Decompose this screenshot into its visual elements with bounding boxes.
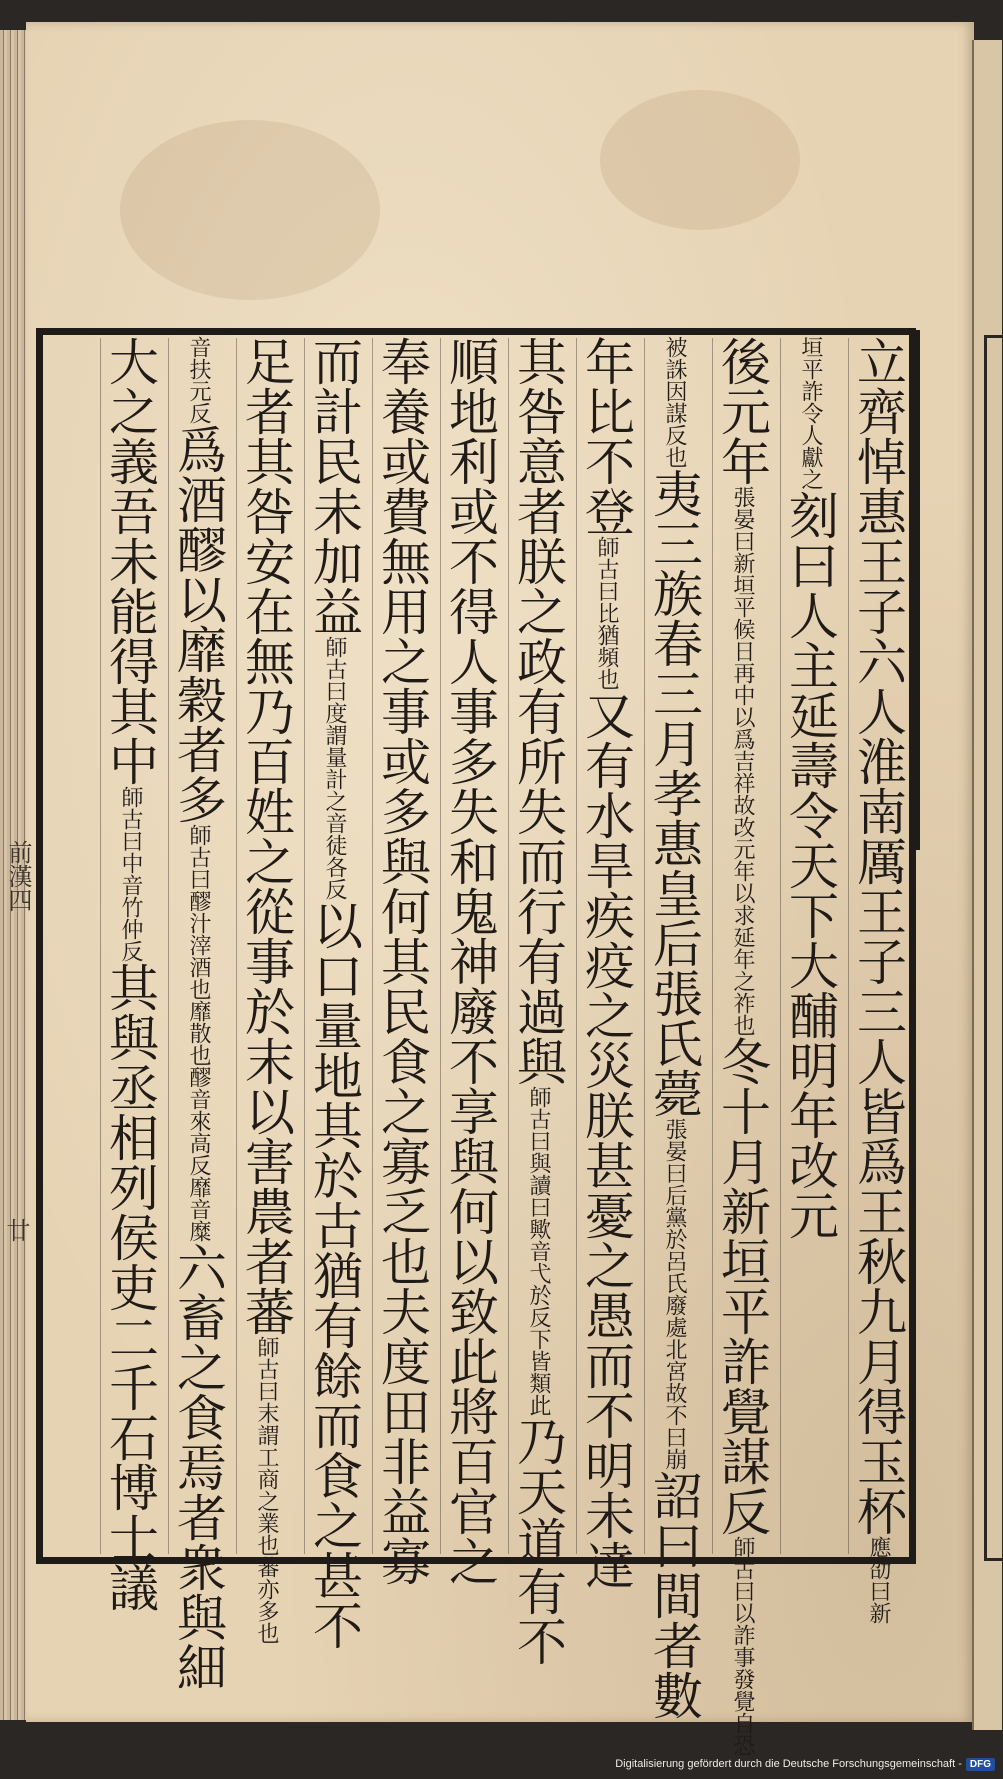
- annotation: 張晏曰后黨於呂氏廢處北宮故不曰崩: [662, 1118, 687, 1470]
- main-text: 詔曰間者數: [645, 1470, 703, 1720]
- annotation: 師古曰中音竹仲反: [118, 786, 143, 962]
- annotation: 師古曰醪汁滓酒也靡散也醪音來高反靡音糜: [186, 824, 211, 1242]
- banxin-title: 前漢四: [4, 840, 32, 912]
- text-column-12: [101, 336, 159, 1612]
- annotation: 師古曰比猶頻也: [594, 536, 619, 690]
- text-column-9: [305, 336, 363, 1650]
- main-text: 大之義吾未能得其中: [101, 336, 159, 786]
- next-page-frame: [984, 335, 1003, 1561]
- annotation: 被誅因謀反也: [662, 336, 687, 468]
- annotation: 垣平詐令人獻之: [798, 336, 823, 490]
- main-text: 夷三族春三月孝惠皇后張氏薨: [645, 468, 703, 1118]
- annotation: 應劭曰新: [866, 1536, 891, 1624]
- main-text: 其與丞相列侯吏二千石博士議: [101, 962, 159, 1612]
- main-text: 刻曰人主延壽令天下大酺明年改元: [781, 490, 839, 1240]
- main-text: 後元年: [713, 336, 771, 486]
- folio-number: 廿: [2, 1218, 30, 1242]
- main-text: 乃天道有不: [509, 1416, 567, 1666]
- text-column-7: [441, 336, 499, 1586]
- text-column-4: [645, 336, 703, 1720]
- text-column-1: [849, 336, 907, 1624]
- main-text: 立齊悼惠王子六人淮南厲王子三人皆爲王秋九月得玉杯: [849, 336, 907, 1536]
- paper-stain: [600, 90, 800, 230]
- paper-stain: [120, 120, 380, 300]
- footer: [600, 1754, 995, 1774]
- main-text: 足者其咎安在無乃百姓之從事於末以害農者蕃: [237, 336, 295, 1336]
- annotation: 師古曰以詐事發覺自恐: [730, 1536, 755, 1756]
- main-text: 年比不登: [577, 336, 635, 536]
- text-column-11: [169, 336, 227, 1692]
- text-column-8: [373, 336, 431, 1586]
- main-text: 順地利或不得人事多失和鬼神廢不享與何以致此將百官之: [441, 336, 499, 1586]
- annotation: 師古曰與讀曰歟音弋於反下皆類此: [526, 1086, 551, 1416]
- main-text: 以口量地其於古猶有餘而食之甚不: [305, 900, 363, 1650]
- annotation: 師古曰度謂量計之音徒各反: [322, 636, 347, 900]
- main-text: 冬十月新垣平詐覺謀反: [713, 1036, 771, 1536]
- main-text: 而計民未加益: [305, 336, 363, 636]
- main-text: 又有水旱疾疫之災朕甚憂之愚而不明未達: [577, 690, 635, 1590]
- main-text: 爲酒醪以靡穀者多: [169, 424, 227, 824]
- main-text: 其咎意者朕之政有所失而行有過與: [509, 336, 567, 1086]
- text-column-2: [782, 336, 838, 1556]
- text-column-10: [237, 336, 295, 1644]
- dfg-logo: DFG: [966, 1758, 995, 1771]
- main-text: 六畜之食焉者衆與細: [169, 1242, 227, 1692]
- annotation: 師古曰末謂工商之業也蕃亦多也: [254, 1336, 279, 1644]
- text-column-6: [509, 336, 567, 1666]
- text-column-3: [713, 336, 771, 1756]
- frame-right-tab: [906, 330, 920, 850]
- annotation: 張晏曰新垣平候日再中以爲吉祥故改元年以求延年之祚也: [730, 486, 755, 1036]
- main-text: 奉養或費無用之事或多與何其民食之寡乏也夫度田非益寡: [373, 336, 431, 1586]
- text-column-5: [577, 336, 635, 1590]
- annotation: 音扶元反: [186, 336, 211, 424]
- footer-text: Digitalisierung gefördert durch die Deutsche Forschungsgemeinschaft -: [615, 1758, 962, 1770]
